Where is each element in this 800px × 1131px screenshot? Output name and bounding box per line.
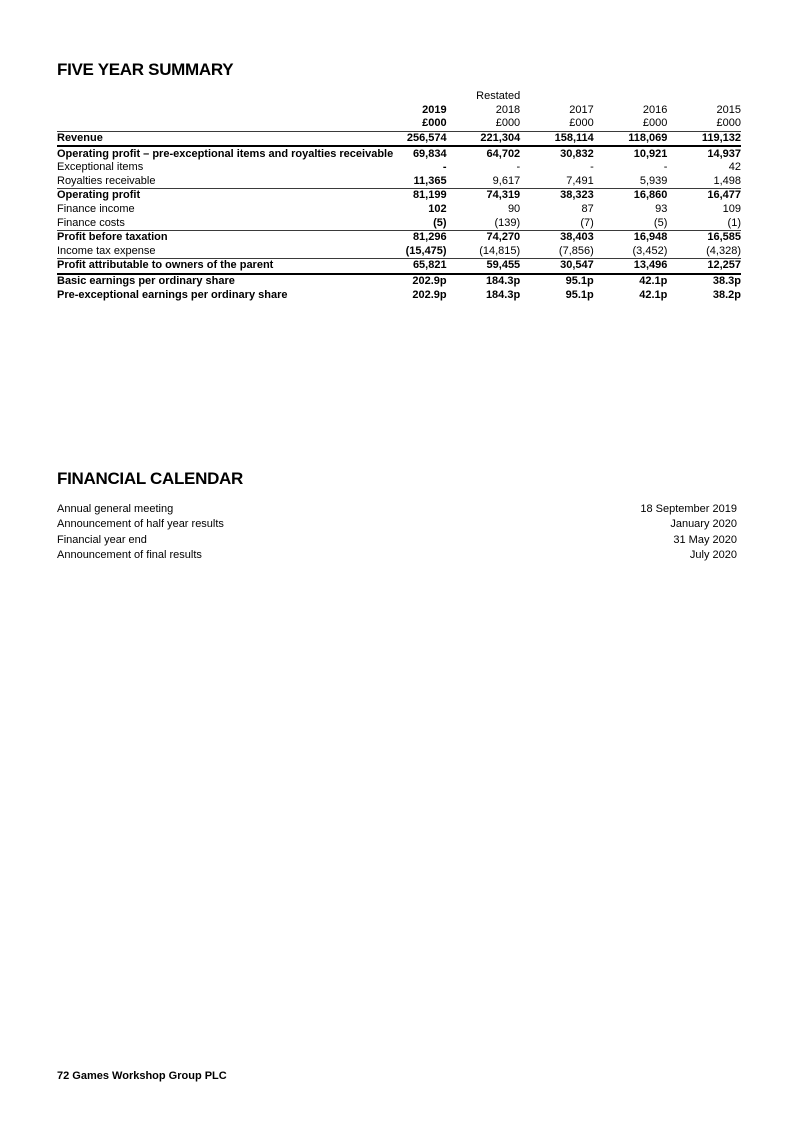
cell-value: 158,114 [520, 131, 594, 146]
cell-value: - [442, 161, 447, 174]
cell-value: 42.1p [639, 288, 668, 301]
cell-value: 81,296 [412, 231, 447, 244]
cell-value: 119,132 [667, 131, 741, 146]
calendar-item-date: July 2020 [689, 549, 737, 562]
table-row-finance-income [57, 203, 741, 217]
cell-value: 16,860 [633, 189, 668, 202]
table-row-income-tax-expense [57, 245, 741, 259]
cell-value: (3,452) [594, 245, 668, 259]
cell-value: 102 [428, 203, 447, 216]
cell-value: 95.1p [565, 288, 594, 301]
calendar-item-half-year-results [57, 517, 737, 532]
unit-header: £000 [667, 117, 741, 131]
row-label: Pre-exceptional earnings per ordinary share [57, 288, 288, 301]
unit-header: £000 [373, 117, 447, 131]
financial-calendar-title: FINANCIAL CALENDAR [57, 469, 243, 488]
cell-value: 16,948 [633, 231, 668, 244]
row-label: Profit attributable to owners of the parent [57, 259, 373, 274]
cell-value: 12,257 [667, 259, 741, 274]
table-row-operating-profit-pre-exceptional [57, 146, 741, 161]
cell-value: 38.3p [712, 275, 741, 288]
cell-value: 5,939 [594, 175, 668, 189]
calendar-item-date: 18 September 2019 [640, 503, 737, 515]
spacer-cell [57, 104, 373, 118]
calendar-item-date: 31 May 2020 [673, 533, 737, 546]
unit-header: £000 [594, 117, 668, 131]
cell-value: 13,496 [594, 259, 668, 274]
cell-value: (15,475) [373, 245, 447, 259]
cell-value: 7,491 [520, 175, 594, 189]
spacer-cell [373, 90, 447, 104]
spacer-cell [57, 90, 373, 104]
cell-value: 64,702 [486, 147, 521, 160]
cell-value: (1) [667, 216, 741, 230]
cell-value: 30,547 [520, 259, 594, 274]
year-header: 2017 [569, 103, 594, 116]
table-row-finance-costs [57, 216, 741, 230]
cell-value: (4,328) [667, 245, 741, 259]
cell-value: 95.1p [565, 275, 594, 288]
cell-value: (7,856) [520, 245, 594, 259]
cell-value: 9,617 [447, 175, 521, 189]
cell-value: (7) [520, 216, 594, 230]
spacer-cell [520, 90, 594, 104]
table-row-profit-attributable [57, 259, 741, 274]
cell-value: 16,477 [707, 189, 741, 202]
table-row-exceptional-items [57, 161, 741, 175]
cell-value: 38,323 [560, 189, 594, 202]
unit-header: £000 [447, 117, 521, 131]
cell-value: 69,834 [412, 147, 447, 160]
cell-value: 81,199 [412, 189, 447, 202]
cell-value: 10,921 [633, 147, 668, 160]
five-year-summary-table [57, 90, 741, 302]
cell-value: 74,270 [486, 231, 521, 244]
spacer-cell [667, 90, 741, 104]
cell-value: 202.9p [412, 288, 447, 301]
year-header: 2018 [495, 103, 521, 116]
cell-value: 87 [581, 203, 594, 216]
header-years-row [57, 104, 741, 118]
table-row-basic-eps [57, 274, 741, 289]
cell-value: 184.3p [485, 288, 521, 301]
cell-value: 118,069 [594, 131, 668, 146]
cell-value: (14,815) [447, 245, 521, 259]
cell-value: 256,574 [373, 131, 447, 146]
year-header: 2019 [422, 103, 447, 116]
calendar-item-year-end [57, 533, 737, 548]
cell-value: 42.1p [639, 275, 668, 288]
row-label: Royalties receivable [57, 175, 373, 189]
calendar-item-label: Annual general meeting [57, 503, 174, 515]
calendar-item-agm [57, 502, 737, 517]
table-row-profit-before-taxation [57, 230, 741, 244]
calendar-item-date: January 2020 [670, 518, 737, 531]
table-row-pre-exceptional-eps [57, 288, 741, 302]
row-label: Revenue [57, 131, 373, 146]
cell-value: 65,821 [373, 259, 447, 274]
cell-value: 59,455 [447, 259, 521, 274]
financial-calendar-list [57, 502, 737, 564]
cell-value: - [590, 161, 594, 174]
row-label: Exceptional items [57, 161, 144, 174]
cell-value: 184.3p [485, 275, 521, 288]
spacer-cell [57, 117, 373, 131]
calendar-item-label: Announcement of final results [57, 549, 202, 562]
cell-value: 74,319 [486, 189, 521, 202]
cell-value: (5) [373, 216, 447, 230]
five-year-summary-title: FIVE YEAR SUMMARY [57, 60, 234, 79]
cell-value: 30,832 [560, 147, 594, 160]
cell-value: 14,937 [707, 147, 741, 160]
cell-value: 221,304 [447, 131, 521, 146]
row-label: Profit before taxation [57, 231, 168, 244]
year-header: 2015 [716, 103, 741, 116]
cell-value: 42 [728, 161, 741, 174]
cell-value: 38,403 [560, 231, 594, 244]
cell-value: 93 [655, 203, 668, 216]
cell-value: 90 [507, 203, 521, 216]
calendar-item-final-results [57, 548, 737, 563]
spacer-cell [594, 90, 668, 104]
header-restated-row [57, 90, 741, 104]
row-label: Operating profit – pre-exceptional items and royalties receivable [57, 147, 394, 160]
cell-value: (139) [447, 216, 521, 230]
cell-value: 38.2p [712, 288, 741, 301]
restated-label: Restated [476, 90, 521, 103]
cell-value: (5) [594, 216, 668, 230]
calendar-item-label: Financial year end [57, 533, 147, 546]
cell-value: 109 [722, 203, 741, 216]
calendar-item-label: Announcement of half year results [57, 518, 224, 531]
table-row-operating-profit [57, 189, 741, 203]
table-row-royalties-receivable [57, 175, 741, 189]
cell-value: 1,498 [667, 175, 741, 189]
table-row-revenue [57, 131, 741, 146]
cell-value: - [516, 161, 521, 174]
year-header: 2016 [642, 103, 668, 116]
row-label: Finance costs [57, 216, 373, 230]
row-label: Basic earnings per ordinary share [57, 275, 235, 288]
cell-value: 16,585 [707, 231, 741, 244]
row-label: Operating profit [57, 189, 141, 202]
header-units-row [57, 117, 741, 131]
cell-value: 202.9p [412, 275, 447, 288]
cell-value: 11,365 [373, 175, 447, 189]
unit-header: £000 [520, 117, 594, 131]
row-label: Finance income [57, 203, 135, 216]
cell-value: - [663, 161, 668, 174]
row-label: Income tax expense [57, 245, 373, 259]
page-footer: 72 Games Workshop Group PLC [57, 1070, 227, 1082]
